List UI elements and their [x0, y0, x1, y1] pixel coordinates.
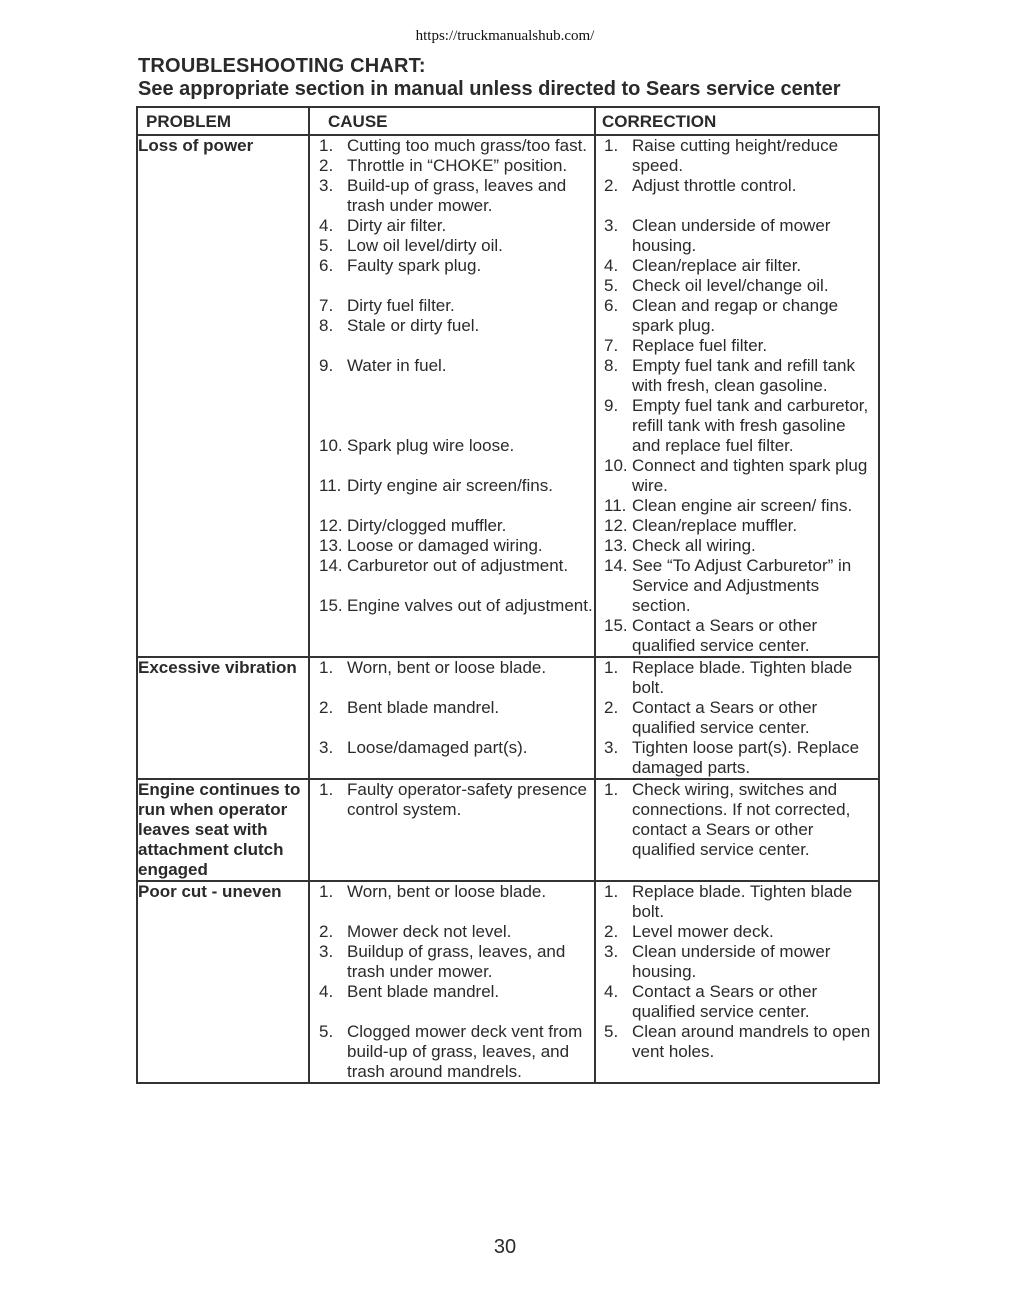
- cause-item-number: 1.: [319, 136, 334, 155]
- correction-item-number: 4.: [604, 982, 619, 1001]
- cause-item-text: Worn, bent or loose blade.: [347, 882, 547, 901]
- correction-item-text: Raise cutting height/reduce speed.: [632, 136, 839, 175]
- cause-item: [310, 176, 594, 216]
- cause-item-text: Bent blade mandrel.: [347, 982, 500, 1001]
- cause-item: [310, 136, 594, 156]
- correction-item: [596, 136, 878, 176]
- correction-list: [596, 882, 878, 1062]
- cause-item-text: Spark plug wire loose.: [347, 436, 515, 455]
- correction-item: [596, 922, 878, 942]
- cause-item-number: 2.: [319, 698, 334, 717]
- cause-item-number: 1.: [319, 882, 334, 901]
- cause-list: [310, 136, 594, 616]
- correction-cell: [595, 881, 879, 1083]
- page-number: 30: [493, 1236, 517, 1258]
- cause-item: [310, 216, 594, 236]
- correction-item-text: Adjust throttle control.: [632, 176, 797, 195]
- cause-item: [310, 922, 594, 942]
- correction-item: [596, 942, 878, 982]
- correction-item-text: Replace blade. Tighten blade bolt.: [632, 882, 853, 921]
- cause-item: [310, 698, 594, 718]
- cause-item-text: Worn, bent or loose blade.: [347, 658, 547, 677]
- correction-item: [596, 256, 878, 276]
- correction-item-number: 6.: [604, 296, 619, 315]
- correction-item-text: Level mower deck.: [632, 922, 774, 941]
- correction-item-number: 1.: [604, 780, 619, 799]
- chart-title: TROUBLESHOOTING CHART:: [138, 55, 426, 77]
- cause-item-text: Faulty spark plug.: [347, 256, 482, 275]
- cause-item-text: Build-up of grass, leaves and trash under mower.: [347, 176, 567, 215]
- cause-item: [310, 1022, 594, 1082]
- correction-item: [596, 1022, 878, 1062]
- cause-item: [310, 658, 594, 678]
- cause-item: [310, 476, 594, 496]
- correction-item-number: 2.: [604, 922, 619, 941]
- correction-item-text: Contact a Sears or other qualified service center.: [632, 616, 818, 655]
- problem-cell: Excessive vibration: [137, 657, 309, 779]
- cause-item-text: Water in fuel.: [347, 356, 447, 375]
- correction-item-text: Check all wiring.: [632, 536, 756, 555]
- cause-item-number: 8.: [319, 316, 334, 335]
- correction-item-number: 4.: [604, 256, 619, 275]
- correction-item-number: 12.: [604, 516, 628, 535]
- table-body: [137, 135, 879, 1083]
- cause-item: [310, 882, 594, 902]
- cause-item-number: 11.: [319, 476, 342, 495]
- cause-list: [310, 882, 594, 1082]
- cause-item-text: Dirty/clogged muffler.: [347, 516, 507, 535]
- cause-item-number: 3.: [319, 738, 334, 757]
- correction-item-number: 1.: [604, 658, 619, 677]
- cause-item-text: Low oil level/dirty oil.: [347, 236, 503, 255]
- correction-item-text: Clean underside of mower housing.: [632, 216, 831, 255]
- correction-item-text: Replace fuel filter.: [632, 336, 768, 355]
- cause-item-text: Loose or damaged wiring.: [347, 536, 543, 555]
- correction-item: [596, 336, 878, 356]
- correction-item-text: Tighten loose part(s). Replace damaged parts.: [632, 738, 860, 777]
- correction-item: [596, 780, 878, 860]
- correction-item: [596, 516, 878, 536]
- correction-item-text: See “To Adjust Carburetor” in Service and Adjustments section.: [632, 556, 852, 615]
- cause-item-number: 3.: [319, 176, 334, 195]
- column-header-cause: CAUSE: [309, 107, 595, 135]
- table-row: [137, 881, 879, 1083]
- correction-item-number: 3.: [604, 738, 619, 757]
- cause-item-number: 9.: [319, 356, 334, 375]
- cause-item: [310, 982, 594, 1002]
- correction-item-text: Clean/replace muffler.: [632, 516, 798, 535]
- cause-item-text: Throttle in “CHOKE” position.: [347, 156, 568, 175]
- correction-item: [596, 276, 878, 296]
- table-row: [137, 657, 879, 779]
- correction-item: [596, 616, 878, 656]
- cause-item-text: Dirty air filter.: [347, 216, 447, 235]
- cause-item-number: 1.: [319, 780, 334, 799]
- correction-item: [596, 176, 878, 196]
- problem-cell: Loss of power: [137, 135, 309, 657]
- cause-item-number: 2.: [319, 156, 334, 175]
- correction-item: [596, 982, 878, 1022]
- cause-cell: [309, 881, 595, 1083]
- cause-item-text: Clogged mower deck vent from build-up of grass, leaves, and trash around mandrels.: [347, 1022, 583, 1081]
- correction-item: [596, 882, 878, 922]
- correction-item: [596, 738, 878, 778]
- cause-item: [310, 536, 594, 556]
- cause-item-number: 6.: [319, 256, 334, 275]
- correction-item-text: Connect and tighten spark plug wire.: [632, 456, 868, 495]
- correction-item: [596, 658, 878, 698]
- cause-item: [310, 596, 594, 616]
- problem-cell: Engine continues to run when operator leaves seat with attachment clutch engaged: [137, 779, 309, 881]
- correction-item-text: Clean and regap or change spark plug.: [632, 296, 839, 335]
- correction-cell: [595, 135, 879, 657]
- problem-cell: Poor cut - uneven: [137, 881, 309, 1083]
- cause-item-number: 14.: [319, 556, 343, 575]
- correction-item-number: 7.: [604, 336, 619, 355]
- cause-item-text: Stale or dirty fuel.: [347, 316, 480, 335]
- correction-item-text: Clean/replace air filter.: [632, 256, 802, 275]
- cause-cell: [309, 779, 595, 881]
- correction-item-text: Clean underside of mower housing.: [632, 942, 831, 981]
- cause-item-number: 2.: [319, 922, 334, 941]
- cause-item: [310, 516, 594, 536]
- cause-item-number: 12.: [319, 516, 343, 535]
- table-row: [137, 135, 879, 657]
- cause-item-text: Mower deck not level.: [347, 922, 512, 941]
- correction-item: [596, 356, 878, 396]
- cause-item: [310, 738, 594, 758]
- correction-item: [596, 216, 878, 256]
- correction-list: [596, 136, 878, 656]
- correction-item-number: 14.: [604, 556, 628, 575]
- cause-item-number: 4.: [319, 982, 334, 1001]
- cause-item: [310, 236, 594, 256]
- cause-item-number: 1.: [319, 658, 334, 677]
- table-row: [137, 779, 879, 881]
- cause-item: [310, 296, 594, 316]
- correction-list: [596, 780, 878, 860]
- cause-item-number: 3.: [319, 942, 334, 961]
- correction-item-text: Check oil level/change oil.: [632, 276, 829, 295]
- correction-item-number: 3.: [604, 942, 619, 961]
- correction-item-number: 5.: [604, 276, 619, 295]
- correction-item: [596, 496, 878, 516]
- cause-item-text: Dirty engine air screen/fins.: [347, 476, 553, 495]
- cause-cell: [309, 657, 595, 779]
- cause-item-text: Dirty fuel filter.: [347, 296, 455, 315]
- cause-item: [310, 942, 594, 982]
- cause-item-text: Cutting too much grass/too fast.: [347, 136, 588, 155]
- correction-item-number: 11.: [604, 496, 627, 515]
- correction-item-text: Contact a Sears or other qualified service center.: [632, 982, 818, 1021]
- correction-item-text: Contact a Sears or other qualified service center.: [632, 698, 818, 737]
- cause-item-number: 15.: [319, 596, 343, 615]
- correction-item-text: Empty fuel tank and carburetor, refill tank with fresh gasoline and replace fuel filter.: [632, 396, 869, 455]
- cause-item: [310, 780, 594, 820]
- chart-subtitle: See appropriate section in manual unless directed to Sears service center: [138, 78, 841, 100]
- cause-item-number: 5.: [319, 1022, 334, 1041]
- cause-item-text: Faulty operator-safety presence control system.: [347, 780, 588, 819]
- correction-item: [596, 396, 878, 456]
- cause-item: [310, 316, 594, 336]
- cause-cell: [309, 135, 595, 657]
- cause-item-text: Loose/damaged part(s).: [347, 738, 528, 757]
- correction-item-number: 13.: [604, 536, 628, 555]
- cause-item-text: Bent blade mandrel.: [347, 698, 500, 717]
- column-header-correction: CORRECTION: [595, 107, 879, 135]
- correction-cell: [595, 779, 879, 881]
- column-header-problem: PROBLEM: [137, 107, 309, 135]
- correction-cell: [595, 657, 879, 779]
- cause-item: [310, 256, 594, 276]
- cause-list: [310, 780, 594, 820]
- correction-item-number: 15.: [604, 616, 628, 635]
- correction-item-number: 5.: [604, 1022, 619, 1041]
- cause-item-number: 7.: [319, 296, 334, 315]
- troubleshooting-table: [136, 106, 880, 1084]
- cause-item-number: 4.: [319, 216, 334, 235]
- cause-item-text: Buildup of grass, leaves, and trash under mower.: [347, 942, 566, 981]
- correction-item-text: Replace blade. Tighten blade bolt.: [632, 658, 853, 697]
- correction-item: [596, 698, 878, 738]
- correction-list: [596, 658, 878, 778]
- correction-item: [596, 536, 878, 556]
- correction-item-text: Empty fuel tank and refill tank with fresh, clean gasoline.: [632, 356, 856, 395]
- table-header-row: [137, 107, 879, 135]
- correction-item-text: Clean engine air screen/ fins.: [632, 496, 853, 515]
- correction-item-number: 2.: [604, 698, 619, 717]
- correction-item: [596, 456, 878, 496]
- correction-item-number: 3.: [604, 216, 619, 235]
- cause-item: [310, 356, 594, 376]
- correction-item-text: Clean around mandrels to open vent holes.: [632, 1022, 871, 1061]
- correction-item-number: 1.: [604, 882, 619, 901]
- correction-item-number: 8.: [604, 356, 619, 375]
- correction-item-number: 9.: [604, 396, 619, 415]
- correction-item: [596, 296, 878, 336]
- cause-item-number: 13.: [319, 536, 343, 555]
- cause-list: [310, 658, 594, 758]
- correction-item-number: 2.: [604, 176, 619, 195]
- cause-item-number: 10.: [319, 436, 343, 455]
- cause-item: [310, 156, 594, 176]
- correction-item: [596, 556, 878, 616]
- cause-item-text: Engine valves out of adjustment.: [347, 596, 593, 615]
- correction-item-number: 1.: [604, 136, 619, 155]
- correction-item-number: 10.: [604, 456, 628, 475]
- cause-item: [310, 436, 594, 456]
- correction-item-text: Check wiring, switches and connections. If not corrected, contact a Sears or other qualified service center.: [632, 780, 851, 859]
- source-url[interactable]: https://truckmanualshub.com/: [415, 28, 595, 44]
- cause-item-text: Carburetor out of adjustment.: [347, 556, 569, 575]
- cause-item-number: 5.: [319, 236, 334, 255]
- cause-item: [310, 556, 594, 576]
